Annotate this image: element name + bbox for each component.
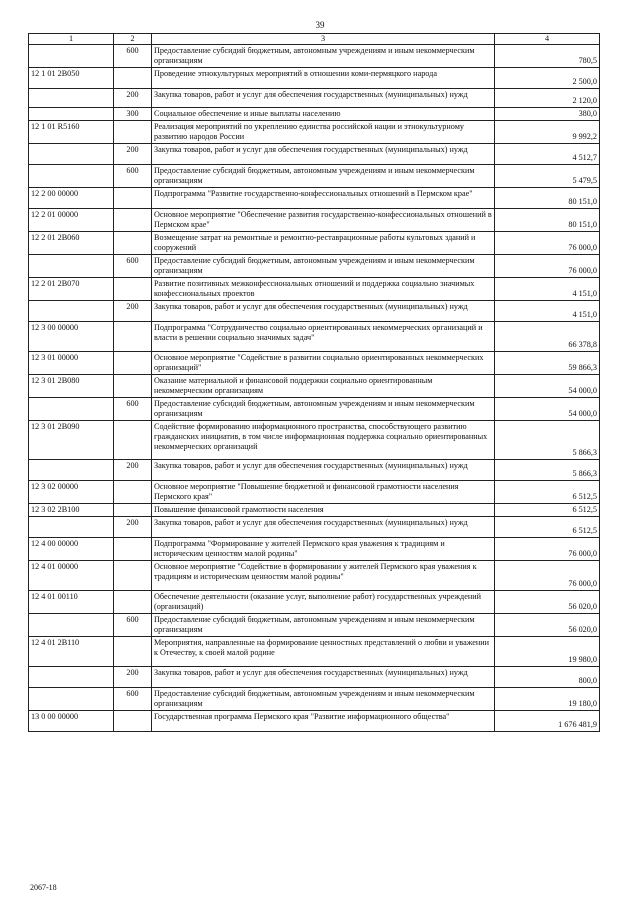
- row-expense-type: [114, 538, 152, 561]
- row-code: 12 2 01 00000: [29, 209, 114, 232]
- row-expense-type: 600: [114, 45, 152, 68]
- budget-table: [28, 33, 600, 732]
- row-code: [29, 301, 114, 322]
- row-name: Проведение этнокультурных мероприятий в отношении коми-пермяцкого народа: [152, 68, 495, 89]
- row-amount: 19 180,0: [495, 688, 600, 711]
- row-name: Закупка товаров, работ и услуг для обеспечения государственных (муниципальных) нужд: [152, 460, 495, 481]
- row-code: 12 3 00 00000: [29, 322, 114, 352]
- row-expense-type: [114, 209, 152, 232]
- row-amount: 2 120,0: [495, 89, 600, 108]
- row-amount: 59 866,3: [495, 352, 600, 375]
- row-amount: 6 512,5: [495, 481, 600, 504]
- row-expense-type: [114, 68, 152, 89]
- row-amount: 5 866,3: [495, 421, 600, 460]
- row-code: 12 4 01 00000: [29, 561, 114, 591]
- table-row: [29, 144, 600, 165]
- table-row: [29, 232, 600, 255]
- table-row: [29, 89, 600, 108]
- row-amount: 56 020,0: [495, 614, 600, 637]
- row-name: Закупка товаров, работ и услуг для обеспечения государственных (муниципальных) нужд: [152, 517, 495, 538]
- row-name: Предоставление субсидий бюджетным, автономным учреждениям и иным некоммерческим организациям: [152, 255, 495, 278]
- row-code: [29, 688, 114, 711]
- row-name: Предоставление субсидий бюджетным, автономным учреждениям и иным некоммерческим организациям: [152, 688, 495, 711]
- table-row: [29, 398, 600, 421]
- row-name: Возмещение затрат на ремонтные и ремонтно-реставрационные работы культовых зданий и сооружений: [152, 232, 495, 255]
- row-amount: 1 676 481,9: [495, 711, 600, 732]
- row-name: Подпрограмма "Развитие государственно-конфессиональных отношений в Пермском крае": [152, 188, 495, 209]
- row-amount: 76 000,0: [495, 538, 600, 561]
- row-amount: 800,0: [495, 667, 600, 688]
- table-row: [29, 121, 600, 144]
- row-code: 12 4 00 00000: [29, 538, 114, 561]
- row-code: [29, 89, 114, 108]
- table-row: [29, 481, 600, 504]
- row-name: Основное мероприятие "Повышение бюджетной и финансовой грамотности населения Пермского края": [152, 481, 495, 504]
- row-amount: 9 992,2: [495, 121, 600, 144]
- row-amount: 6 512,5: [495, 504, 600, 517]
- row-name: Предоставление субсидий бюджетным, автономным учреждениям и иным некоммерческим организациям: [152, 398, 495, 421]
- table-row: [29, 711, 600, 732]
- row-amount: 4 512,7: [495, 144, 600, 165]
- table-row: [29, 301, 600, 322]
- table-row: [29, 375, 600, 398]
- table-row: [29, 614, 600, 637]
- table-row: [29, 108, 600, 121]
- row-code: [29, 108, 114, 121]
- row-code: [29, 517, 114, 538]
- table-row: [29, 637, 600, 667]
- row-name: Развитие позитивных межконфессиональных отношений и поддержка социально значимых конфессиональных проектов: [152, 278, 495, 301]
- row-name: Подпрограмма "Формирование у жителей Пермского края уважения к традициям и историческим ценностям малой родины": [152, 538, 495, 561]
- header-col-2: 2: [114, 34, 152, 45]
- row-name: Предоставление субсидий бюджетным, автономным учреждениям и иным некоммерческим организациям: [152, 165, 495, 188]
- row-amount: 76 000,0: [495, 561, 600, 591]
- row-amount: 5 479,5: [495, 165, 600, 188]
- table-row: [29, 517, 600, 538]
- row-expense-type: 200: [114, 517, 152, 538]
- table-header-row: [29, 34, 600, 45]
- table-row: [29, 352, 600, 375]
- row-expense-type: [114, 711, 152, 732]
- row-code: 12 2 01 2В070: [29, 278, 114, 301]
- row-code: 12 4 01 00110: [29, 591, 114, 614]
- row-code: 12 2 01 2В060: [29, 232, 114, 255]
- row-name: Обеспечение деятельности (оказание услуг, выполнение работ) государственных учреждений (организаций): [152, 591, 495, 614]
- row-expense-type: [114, 504, 152, 517]
- table-row: [29, 188, 600, 209]
- header-col-1: 1: [29, 34, 114, 45]
- row-expense-type: 200: [114, 667, 152, 688]
- row-expense-type: 600: [114, 398, 152, 421]
- row-expense-type: [114, 481, 152, 504]
- table-row: [29, 538, 600, 561]
- table-row: [29, 421, 600, 460]
- row-expense-type: [114, 352, 152, 375]
- row-amount: 54 000,0: [495, 375, 600, 398]
- table-row: [29, 667, 600, 688]
- row-expense-type: 200: [114, 144, 152, 165]
- row-code: 12 3 02 00000: [29, 481, 114, 504]
- row-name: Закупка товаров, работ и услуг для обеспечения государственных (муниципальных) нужд: [152, 301, 495, 322]
- table-row: [29, 255, 600, 278]
- row-expense-type: [114, 121, 152, 144]
- row-code: 12 3 01 2В090: [29, 421, 114, 460]
- row-expense-type: 200: [114, 301, 152, 322]
- row-amount: 2 500,0: [495, 68, 600, 89]
- row-code: [29, 460, 114, 481]
- table-row: [29, 45, 600, 68]
- row-code: 12 3 02 2В100: [29, 504, 114, 517]
- row-amount: 4 151,0: [495, 301, 600, 322]
- row-expense-type: [114, 188, 152, 209]
- row-amount: 66 378,8: [495, 322, 600, 352]
- table-row: [29, 165, 600, 188]
- table-row: [29, 591, 600, 614]
- row-name: Основное мероприятие "Содействие в развитии социально ориентированных некоммерческих организаций": [152, 352, 495, 375]
- row-amount: 5 866,3: [495, 460, 600, 481]
- row-name: Государственная программа Пермского края "Развитие информационного общества": [152, 711, 495, 732]
- row-amount: 76 000,0: [495, 232, 600, 255]
- row-expense-type: 200: [114, 460, 152, 481]
- row-name: Повышение финансовой грамотности населения: [152, 504, 495, 517]
- row-code: 13 0 00 00000: [29, 711, 114, 732]
- row-name: Закупка товаров, работ и услуг для обеспечения государственных (муниципальных) нужд: [152, 144, 495, 165]
- row-expense-type: 600: [114, 255, 152, 278]
- row-expense-type: 600: [114, 614, 152, 637]
- page-number: 39: [315, 20, 325, 30]
- row-name: Подпрограмма "Сотрудничество социально ориентированных некоммерческих организаций и власти в решении социально значимых задач": [152, 322, 495, 352]
- row-expense-type: [114, 375, 152, 398]
- row-name: Мероприятия, направленные на формирование ценностных представлений о любви и уважении к Отечеству, к своей малой родине: [152, 637, 495, 667]
- row-expense-type: 300: [114, 108, 152, 121]
- row-name: Оказание материальной и финансовой поддержки социально ориентированным некоммерческим организациям: [152, 375, 495, 398]
- row-name: Закупка товаров, работ и услуг для обеспечения государственных (муниципальных) нужд: [152, 667, 495, 688]
- row-amount: 6 512,5: [495, 517, 600, 538]
- row-amount: 80 151,0: [495, 209, 600, 232]
- row-amount: 54 000,0: [495, 398, 600, 421]
- row-name: Социальное обеспечение и иные выплаты населению: [152, 108, 495, 121]
- row-code: [29, 144, 114, 165]
- row-amount: 380,0: [495, 108, 600, 121]
- row-expense-type: [114, 232, 152, 255]
- header-col-3: 3: [152, 34, 495, 45]
- row-expense-type: 600: [114, 165, 152, 188]
- table-row: [29, 209, 600, 232]
- row-name: Реализация мероприятий по укреплению единства российской нации и этнокультурному развитию народов России: [152, 121, 495, 144]
- row-expense-type: [114, 421, 152, 460]
- row-code: 12 3 01 00000: [29, 352, 114, 375]
- row-amount: 780,5: [495, 45, 600, 68]
- row-code: [29, 667, 114, 688]
- row-name: Закупка товаров, работ и услуг для обеспечения государственных (муниципальных) нужд: [152, 89, 495, 108]
- row-amount: 19 980,0: [495, 637, 600, 667]
- row-expense-type: [114, 561, 152, 591]
- row-name: Содействие формированию информационного пространства, способствующего развитию гражданских инициатив, в том числе информационная поддержка социально ориентированных некоммерческих организаций: [152, 421, 495, 460]
- row-amount: 76 000,0: [495, 255, 600, 278]
- row-name: Основное мероприятие "Содействие в формировании у жителей Пермского края уважения к традициям и историческим ценностям малой родины": [152, 561, 495, 591]
- row-name: Предоставление субсидий бюджетным, автономным учреждениям и иным некоммерческим организациям: [152, 614, 495, 637]
- row-expense-type: 200: [114, 89, 152, 108]
- row-amount: 4 151,0: [495, 278, 600, 301]
- row-code: [29, 45, 114, 68]
- row-amount: 80 151,0: [495, 188, 600, 209]
- row-code: 12 1 01 2В050: [29, 68, 114, 89]
- row-code: [29, 398, 114, 421]
- row-expense-type: [114, 637, 152, 667]
- row-code: [29, 165, 114, 188]
- row-code: 12 4 01 2В110: [29, 637, 114, 667]
- row-name: Основное мероприятие "Обеспечение развития государственно-конфессиональных отношений в Пермском крае": [152, 209, 495, 232]
- row-expense-type: 600: [114, 688, 152, 711]
- table-row: [29, 68, 600, 89]
- table-row: [29, 278, 600, 301]
- row-code: 12 2 00 00000: [29, 188, 114, 209]
- table-row: [29, 322, 600, 352]
- footer-doc-code: 2067-18: [30, 883, 57, 892]
- row-code: [29, 255, 114, 278]
- row-code: [29, 614, 114, 637]
- row-amount: 56 020,0: [495, 591, 600, 614]
- row-code: 12 3 01 2В080: [29, 375, 114, 398]
- row-expense-type: [114, 322, 152, 352]
- header-col-4: 4: [495, 34, 600, 45]
- row-expense-type: [114, 278, 152, 301]
- row-expense-type: [114, 591, 152, 614]
- table-row: [29, 460, 600, 481]
- row-name: Предоставление субсидий бюджетным, автономным учреждениям и иным некоммерческим организациям: [152, 45, 495, 68]
- table-row: [29, 561, 600, 591]
- table-row: [29, 504, 600, 517]
- table-row: [29, 688, 600, 711]
- row-code: 12 1 01 R5160: [29, 121, 114, 144]
